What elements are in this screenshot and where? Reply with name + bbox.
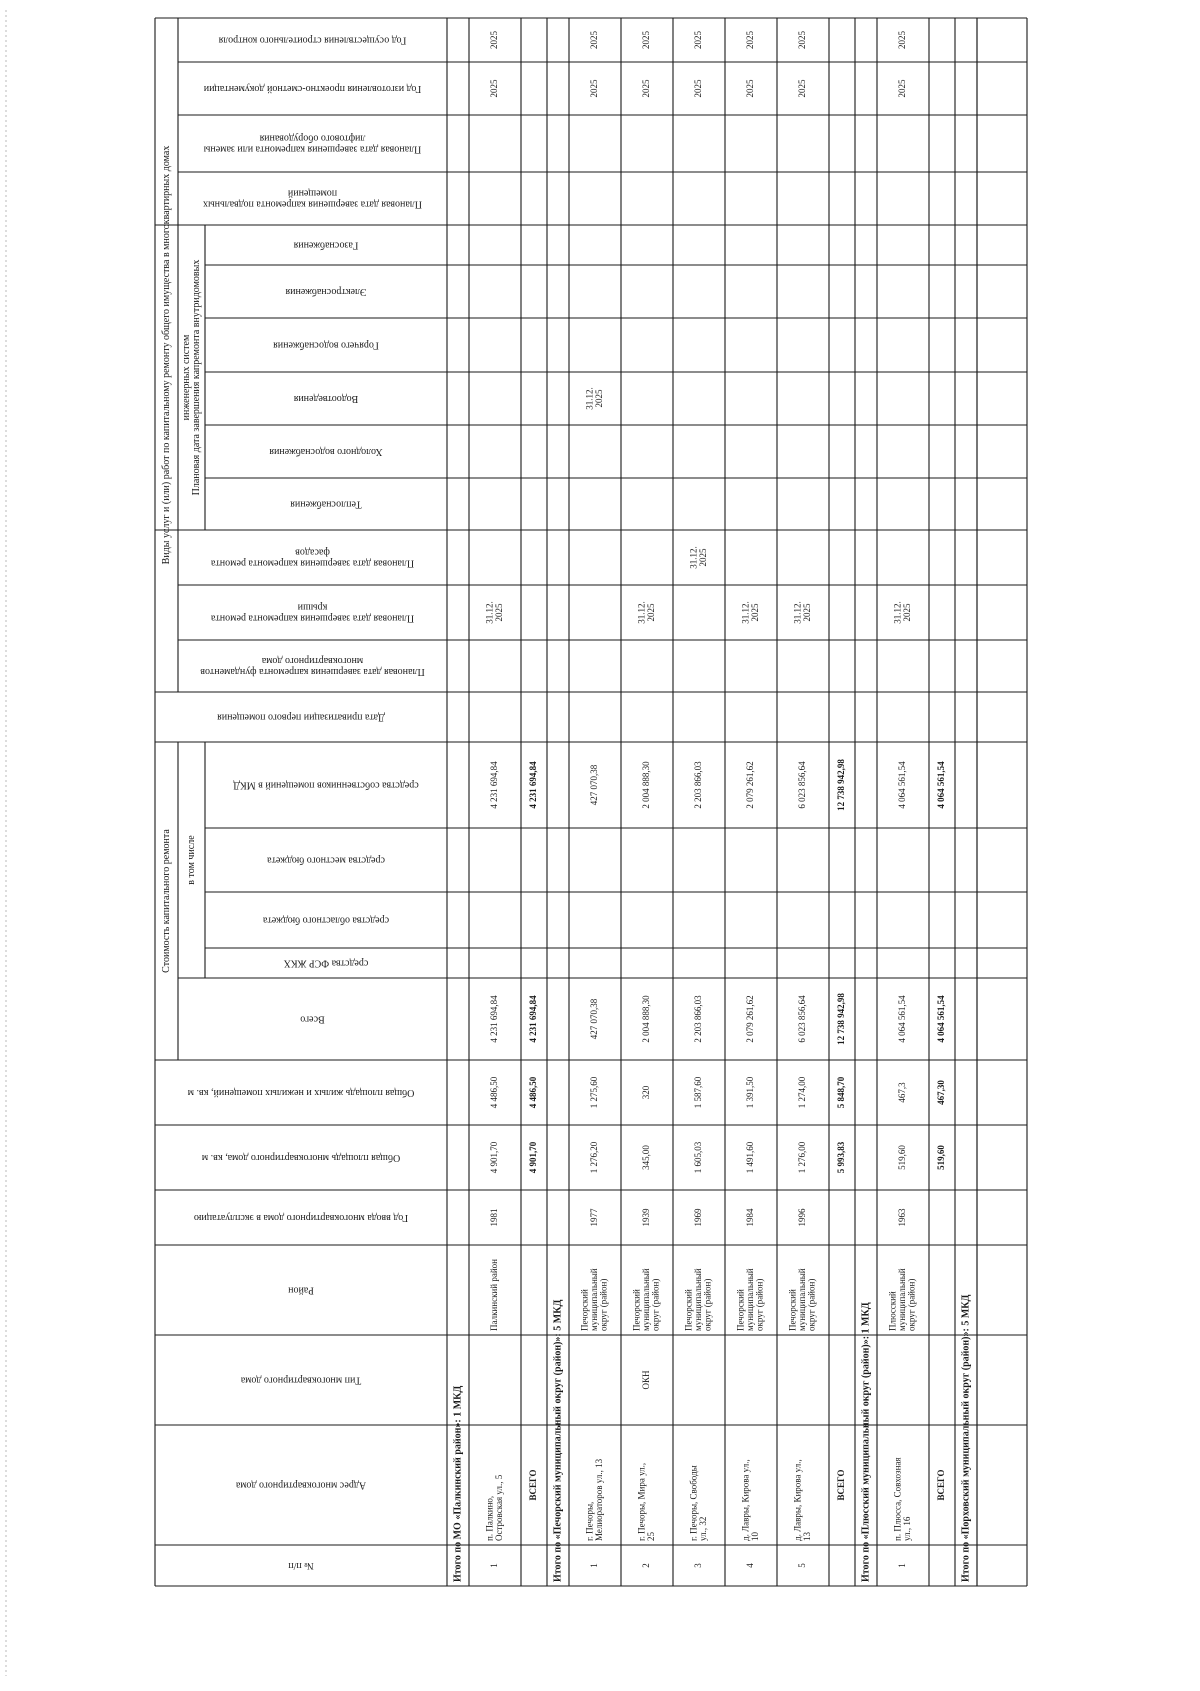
- svg-text:2025: 2025: [641, 31, 652, 49]
- row-1-4-total: [797, 995, 807, 1043]
- row-1-4-control: [797, 31, 807, 50]
- row-1-4-district: [788, 1268, 817, 1331]
- svg-text:п. Плюсса, Совхозная: п. Плюсса, Совхозная: [892, 1457, 903, 1541]
- group-header-works_group: [161, 146, 172, 565]
- summary-2-area: [936, 1145, 946, 1170]
- summary-2-label: [936, 1469, 946, 1500]
- svg-text:Виды услуг и (или) работ по ка: Виды услуг и (или) работ по капитальному ремонту общего имущества в многоквартирных домах: [160, 145, 172, 565]
- row-1-4-area: [797, 1141, 807, 1173]
- svg-text:в том числе: в том числе: [185, 835, 197, 885]
- svg-text:2025: 2025: [589, 79, 600, 98]
- svg-text:5 848,70: 5 848,70: [836, 1076, 847, 1109]
- row-1-0-living: [589, 1076, 599, 1108]
- row-1-2-total: [693, 995, 703, 1043]
- header-basement: [203, 188, 422, 210]
- header-psd: [203, 83, 421, 94]
- svg-text:2 004 888,30: 2 004 888,30: [641, 995, 652, 1043]
- svg-text:Год осуществления строительног: Год осуществления строительного контроля: [218, 34, 407, 46]
- svg-text:г. Печоры,: г. Печоры,: [584, 1501, 595, 1541]
- row-1-0-psd: [589, 79, 599, 98]
- svg-text:2 203 866,03: 2 203 866,03: [693, 761, 704, 809]
- row-1-1-owners: [641, 761, 651, 809]
- group-header-cost_incl: [186, 835, 197, 885]
- svg-text:Год изготовления проектно-смет: Год изготовления проектно-сметной документации: [203, 83, 422, 95]
- header-address: [235, 1480, 366, 1491]
- header-roof: [210, 602, 414, 624]
- svg-text:12 738 942,98: 12 738 942,98: [836, 993, 847, 1045]
- svg-text:6 023 856,64: 6 023 856,64: [797, 761, 808, 809]
- header-electro: [285, 286, 366, 297]
- svg-text:467,30: 467,30: [936, 1080, 947, 1105]
- header-gas: [293, 240, 358, 251]
- svg-text:2025: 2025: [489, 31, 500, 49]
- row-1-4-year: [797, 1208, 807, 1227]
- svg-text:Печорский: Печорский: [683, 1289, 694, 1331]
- svg-text:Общая площадь жилых и нежилых: Общая площадь жилых и нежилых помещений, кв. м: [187, 1087, 415, 1099]
- row-2-0-no: [897, 1563, 907, 1568]
- svg-text:4 486,50: 4 486,50: [528, 1076, 539, 1109]
- svg-text:345,00: 345,00: [641, 1145, 652, 1170]
- svg-text:муниципальный: муниципальный: [797, 1268, 808, 1331]
- svg-text:31.12.: 31.12.: [484, 601, 495, 624]
- row-1-3-district: [736, 1268, 765, 1331]
- svg-text:2025: 2025: [589, 31, 600, 49]
- row-0-0-total: [489, 995, 499, 1043]
- svg-text:муниципальный: муниципальный: [745, 1268, 756, 1331]
- svg-text:муниципальный: муниципальный: [897, 1268, 908, 1331]
- svg-text:31.12.: 31.12.: [792, 601, 803, 624]
- svg-text:Плановая дата завершения капре: Плановая дата завершения капремонта ремонта: [210, 612, 415, 624]
- row-1-4-living: [797, 1076, 807, 1108]
- row-1-3-year: [745, 1208, 755, 1227]
- svg-text:1: 1: [489, 1563, 500, 1568]
- svg-text:Стоимость капитального ремонта: Стоимость капитального ремонта: [160, 829, 172, 973]
- row-2-0-owners: [897, 761, 907, 809]
- row-1-2-owners: [693, 761, 703, 809]
- row-0-0-area: [489, 1141, 499, 1173]
- svg-text:1 391,50: 1 391,50: [745, 1076, 756, 1109]
- svg-text:г. Печоры, Мира ул.,: г. Печоры, Мира ул.,: [636, 1462, 647, 1541]
- svg-text:4 231 694,84: 4 231 694,84: [489, 761, 500, 809]
- row-1-2-year: [693, 1208, 703, 1227]
- row-0-0-control: [489, 31, 499, 50]
- row-1-2-psd: [693, 79, 703, 98]
- svg-text:Водоотведения: Водоотведения: [293, 393, 359, 405]
- svg-text:Плановая дата завершения капре: Плановая дата завершения капремонта фундаментов: [200, 666, 425, 678]
- svg-text:2025: 2025: [693, 79, 704, 98]
- svg-text:2025: 2025: [901, 603, 912, 622]
- svg-text:2025: 2025: [801, 603, 812, 622]
- row-1-0-year: [589, 1208, 599, 1227]
- svg-text:муниципальный: муниципальный: [589, 1268, 600, 1331]
- row-0-0-district: [489, 1259, 499, 1331]
- svg-text:помещений: помещений: [287, 187, 338, 199]
- row-1-3-roof: [740, 601, 760, 624]
- svg-text:Район: Район: [288, 1284, 314, 1296]
- svg-text:4 901,70: 4 901,70: [528, 1141, 539, 1174]
- svg-text:ОКН: ОКН: [641, 1370, 652, 1390]
- summary-1-living: [836, 1076, 846, 1108]
- svg-text:Мелиораторов ул., 13: Мелиораторов ул., 13: [593, 1458, 604, 1541]
- row-1-3-owners: [745, 761, 755, 808]
- svg-text:Островская ул., 5: Островская ул., 5: [493, 1474, 504, 1541]
- svg-text:1 274,00: 1 274,00: [797, 1076, 808, 1109]
- row-0-0-living: [489, 1076, 499, 1108]
- svg-text:10: 10: [749, 1532, 760, 1541]
- row-2-0-living: [897, 1082, 907, 1103]
- svg-text:Печорский: Печорский: [579, 1289, 590, 1331]
- row-1-1-district: [632, 1268, 661, 1331]
- row-1-2-control: [693, 31, 703, 50]
- svg-text:ВСЕГО: ВСЕГО: [836, 1469, 847, 1501]
- row-2-0-psd: [897, 79, 907, 98]
- svg-text:округ (район): округ (район): [650, 1278, 661, 1331]
- summary-2-total: [936, 995, 946, 1043]
- header-hot: [273, 340, 379, 351]
- summary-0-total: [528, 995, 538, 1043]
- row-1-0-total: [589, 998, 599, 1039]
- svg-text:4 064 561,54: 4 064 561,54: [897, 761, 908, 809]
- svg-text:2025: 2025: [697, 548, 708, 567]
- svg-text:округ (район): округ (район): [702, 1278, 713, 1331]
- svg-text:2 004 888,30: 2 004 888,30: [641, 761, 652, 809]
- svg-text:Плюсский: Плюсский: [887, 1291, 898, 1331]
- header-foundation: [200, 655, 425, 677]
- svg-text:320: 320: [641, 1085, 652, 1100]
- svg-text:ул., 32: ул., 32: [697, 1516, 708, 1541]
- svg-text:519,60: 519,60: [897, 1145, 908, 1170]
- row-1-3-control: [745, 31, 755, 50]
- svg-text:д. Лавры, Кирова ул.,: д. Лавры, Кирова ул.,: [740, 1459, 751, 1541]
- section-title: Итого по «Порховский муниципальный округ (район)»: 5 МКД: [960, 1294, 972, 1582]
- group-header-cost_group: [161, 829, 172, 973]
- row-2-0-area: [897, 1145, 907, 1170]
- group-header-systems_group: [181, 260, 202, 496]
- row-1-4-psd: [797, 79, 807, 98]
- header-year: [193, 1212, 408, 1223]
- row-2-0-address: [892, 1457, 912, 1541]
- header-area: [201, 1152, 400, 1163]
- svg-text:Палкинский район: Палкинский район: [489, 1259, 500, 1331]
- row-1-2-area: [693, 1141, 703, 1173]
- svg-text:средства местного бюджета: средства местного бюджета: [267, 854, 385, 866]
- svg-text:средства областного бюджета: средства областного бюджета: [262, 914, 390, 926]
- svg-text:2: 2: [641, 1563, 652, 1568]
- svg-text:2025: 2025: [897, 31, 908, 49]
- svg-text:2025: 2025: [797, 79, 808, 98]
- row-0-0-owners: [489, 761, 499, 809]
- row-0-0-roof: [484, 601, 504, 624]
- row-2-0-total: [897, 995, 907, 1043]
- svg-text:1984: 1984: [745, 1208, 756, 1227]
- summary-2-owners: [936, 761, 946, 809]
- summary-0-living: [528, 1076, 538, 1108]
- svg-text:25: 25: [645, 1532, 656, 1541]
- header-local: [266, 855, 385, 866]
- section-title: Итого по «Печорский муниципальный округ (район)»: 5 МКД: [552, 1299, 564, 1582]
- row-1-2-district: [684, 1268, 713, 1331]
- svg-text:31.12.: 31.12.: [892, 601, 903, 624]
- svg-text:31.12.: 31.12.: [636, 601, 647, 624]
- svg-text:4 231 694,84: 4 231 694,84: [528, 761, 539, 809]
- row-1-1-year: [641, 1208, 651, 1227]
- svg-text:округ (район): округ (район): [754, 1278, 765, 1331]
- row-1-1-living: [641, 1085, 651, 1099]
- svg-text:427 070,38: 427 070,38: [589, 998, 600, 1040]
- svg-text:427 070,38: 427 070,38: [589, 764, 600, 806]
- row-1-4-no: [797, 1563, 807, 1568]
- row-1-1-total: [641, 995, 651, 1043]
- header-fsr: [283, 958, 368, 969]
- svg-text:Плановая дата завершения капре: Плановая дата завершения капремонта внутридомовых: [190, 259, 202, 496]
- svg-text:средства ФСР ЖКХ: средства ФСР ЖКХ: [283, 957, 369, 969]
- section-title: Итого по МО «Палкинский район»: 1 МКД: [452, 1385, 464, 1582]
- svg-text:1 491,60: 1 491,60: [745, 1141, 756, 1174]
- row-0-0-address: [484, 1474, 504, 1541]
- row-1-1-address: [636, 1463, 656, 1541]
- svg-text:Печорский: Печорский: [631, 1289, 642, 1331]
- header-privat: [217, 712, 385, 723]
- svg-text:5 993,83: 5 993,83: [836, 1141, 847, 1174]
- svg-text:муниципальный: муниципальный: [641, 1268, 652, 1331]
- svg-text:ВСЕГО: ВСЕГО: [528, 1469, 539, 1501]
- row-1-3-living: [745, 1076, 755, 1108]
- svg-text:Газоснабжения: Газоснабжения: [293, 239, 359, 251]
- row-1-3-total: [745, 995, 755, 1042]
- svg-text:1: 1: [897, 1563, 908, 1568]
- svg-text:6 023 856,64: 6 023 856,64: [797, 995, 808, 1043]
- summary-0-label: [528, 1469, 538, 1500]
- row-1-4-address: [792, 1459, 812, 1541]
- row-1-0-address: [584, 1458, 604, 1541]
- header-cold: [269, 446, 383, 457]
- header-type: [240, 1375, 361, 1386]
- svg-text:Холодного водоснабжения: Холодного водоснабжения: [269, 446, 383, 458]
- svg-text:31.12.: 31.12.: [688, 546, 699, 569]
- row-1-1-psd: [641, 79, 651, 98]
- svg-text:крыши: крыши: [297, 601, 328, 613]
- header-total: [300, 1014, 325, 1025]
- svg-text:5: 5: [797, 1563, 808, 1568]
- row-0-0-psd: [489, 79, 499, 98]
- summary-0-area: [528, 1141, 538, 1173]
- svg-text:4 486,50: 4 486,50: [489, 1076, 500, 1109]
- row-1-2-facade: [688, 546, 708, 569]
- header-district: [288, 1285, 314, 1296]
- row-1-3-area: [745, 1141, 755, 1173]
- svg-text:муниципальный: муниципальный: [693, 1268, 704, 1331]
- svg-text:1977: 1977: [589, 1208, 600, 1227]
- header-control: [218, 35, 406, 46]
- row-1-1-area: [641, 1145, 651, 1170]
- header-facade: [210, 547, 414, 569]
- svg-text:1 275,60: 1 275,60: [589, 1076, 600, 1109]
- row-1-1-no: [641, 1563, 651, 1568]
- summary-0-owners: [528, 761, 538, 809]
- svg-text:1963: 1963: [897, 1208, 908, 1227]
- svg-text:4 231 694,84: 4 231 694,84: [528, 995, 539, 1043]
- row-1-0-area: [589, 1141, 599, 1173]
- svg-text:Печорский: Печорский: [735, 1289, 746, 1331]
- svg-text:фасадов: фасадов: [295, 546, 330, 558]
- row-1-0-district: [580, 1268, 609, 1331]
- svg-text:2025: 2025: [641, 79, 652, 98]
- svg-text:Электроснабжения: Электроснабжения: [285, 286, 367, 298]
- row-2-0-year: [897, 1208, 907, 1227]
- row-1-0-control: [589, 31, 599, 50]
- summary-1-area: [836, 1141, 846, 1173]
- svg-text:4 901,70: 4 901,70: [489, 1141, 500, 1174]
- row-1-4-owners: [797, 761, 807, 809]
- svg-text:2025: 2025: [745, 79, 756, 98]
- svg-text:лифтового оборудования: лифтового оборудования: [259, 132, 366, 144]
- row-1-4-roof: [792, 601, 812, 624]
- svg-text:31.12.: 31.12.: [584, 387, 595, 410]
- svg-text:2025: 2025: [745, 31, 756, 49]
- header-heat: [290, 499, 362, 510]
- svg-text:2025: 2025: [693, 31, 704, 49]
- header-owners: [233, 780, 419, 791]
- row-2-0-district: [888, 1268, 917, 1331]
- svg-text:округ (район): округ (район): [906, 1278, 917, 1331]
- svg-text:Всего: Всего: [300, 1013, 325, 1025]
- section-title: Итого по «Плюсский муниципальный округ (район)»: 1 МКД: [860, 1302, 872, 1582]
- svg-text:п. Палкино,: п. Палкино,: [484, 1495, 495, 1541]
- svg-text:4 064 561,54: 4 064 561,54: [897, 995, 908, 1043]
- svg-text:2 203 866,03: 2 203 866,03: [693, 995, 704, 1043]
- row-1-2-address: [688, 1465, 708, 1541]
- svg-text:многоквартирного дома: многоквартирного дома: [261, 655, 364, 667]
- svg-text:Тип многоквартирного дома: Тип многоквартирного дома: [240, 1374, 362, 1386]
- row-0-0-year: [489, 1209, 499, 1227]
- svg-text:1939: 1939: [641, 1208, 652, 1227]
- svg-text:Горячего водоснабжения: Горячего водоснабжения: [273, 339, 379, 351]
- svg-text:13: 13: [801, 1532, 812, 1541]
- row-1-3-address: [740, 1459, 760, 1541]
- svg-text:4 064 561,54: 4 064 561,54: [936, 995, 947, 1043]
- svg-text:1: 1: [589, 1563, 600, 1568]
- svg-text:округ (район): округ (район): [598, 1278, 609, 1331]
- row-2-0-control: [897, 31, 907, 50]
- svg-text:1969: 1969: [693, 1208, 704, 1227]
- row-1-1-control: [641, 31, 651, 50]
- svg-text:2 079 261,62: 2 079 261,62: [745, 761, 756, 809]
- row-1-3-psd: [745, 79, 755, 98]
- svg-text:Плановая дата завершения капре: Плановая дата завершения капремонта или замены: [203, 143, 422, 155]
- svg-text:2025: 2025: [797, 31, 808, 49]
- svg-text:Год ввода многоквартирного дом: Год ввода многоквартирного дома в эксплуатацию: [193, 1212, 409, 1224]
- header-region: [262, 915, 389, 926]
- svg-text:Плановая дата завершения капре: Плановая дата завершения капремонта ремонта: [210, 557, 415, 569]
- svg-text:1 587,60: 1 587,60: [693, 1076, 704, 1109]
- svg-text:2 079 261,62: 2 079 261,62: [745, 995, 756, 1043]
- row-1-0-sewer: [584, 387, 604, 410]
- svg-text:Адрес многоквартирного дома: Адрес многоквартирного дома: [235, 1479, 367, 1491]
- svg-text:Плановая дата завершения капре: Плановая дата завершения капремонта подвальных: [202, 198, 423, 210]
- header-sewer: [293, 393, 358, 404]
- row-1-3-no: [745, 1563, 755, 1568]
- svg-text:округ (район): округ (район): [806, 1278, 817, 1331]
- svg-text:2025: 2025: [749, 603, 760, 622]
- svg-text:ВСЕГО: ВСЕГО: [936, 1469, 947, 1501]
- svg-text:Дата приватизации первого поме: Дата приватизации первого помещения: [217, 711, 385, 723]
- svg-text:ул., 16: ул., 16: [901, 1516, 912, 1541]
- summary-1-total: [836, 993, 846, 1045]
- svg-text:2025: 2025: [645, 603, 656, 622]
- svg-text:12 738 942,98: 12 738 942,98: [836, 759, 847, 811]
- svg-text:1 605,03: 1 605,03: [693, 1141, 704, 1174]
- header-living: [187, 1087, 414, 1098]
- svg-text:467,3: 467,3: [897, 1082, 908, 1103]
- summary-1-label: [836, 1469, 846, 1500]
- svg-text:2025: 2025: [493, 603, 504, 622]
- summary-2-living: [936, 1080, 946, 1105]
- row-0-0-no: [489, 1563, 499, 1568]
- svg-text:Теплоснабжения: Теплоснабжения: [290, 498, 362, 510]
- row-1-2-living: [693, 1076, 703, 1108]
- row-1-1-type: [641, 1370, 651, 1390]
- svg-text:д. Лавры, Кирова ул.,: д. Лавры, Кирова ул.,: [792, 1459, 803, 1541]
- svg-text:инженерных систем: инженерных систем: [180, 334, 192, 421]
- svg-text:средства собственников помещен: средства собственников помещений в МКД: [233, 779, 419, 791]
- svg-text:2025: 2025: [593, 389, 604, 408]
- svg-text:2025: 2025: [897, 79, 908, 98]
- row-1-2-no: [693, 1563, 703, 1568]
- svg-text:1996: 1996: [797, 1208, 808, 1227]
- row-1-0-no: [589, 1563, 599, 1568]
- svg-text:1 276,20: 1 276,20: [589, 1141, 600, 1174]
- svg-text:Печорский: Печорский: [787, 1289, 798, 1331]
- row-1-0-owners: [589, 764, 599, 805]
- header-lift: [203, 133, 421, 155]
- header-no: [288, 1560, 314, 1571]
- summary-1-owners: [836, 759, 846, 811]
- row-1-1-roof: [636, 601, 656, 624]
- svg-text:Общая площадь многоквартирного: Общая площадь многоквартирного дома, кв. м: [201, 1152, 401, 1164]
- svg-text:519,60: 519,60: [936, 1145, 947, 1170]
- svg-text:1 276,00: 1 276,00: [797, 1141, 808, 1174]
- svg-text:4: 4: [745, 1563, 756, 1568]
- svg-text:3: 3: [693, 1563, 704, 1568]
- svg-text:№ п/п: № п/п: [288, 1560, 314, 1572]
- svg-text:4 064 561,54: 4 064 561,54: [936, 761, 947, 809]
- svg-text:2025: 2025: [489, 79, 500, 98]
- svg-text:1981: 1981: [489, 1208, 500, 1227]
- row-2-0-roof: [892, 601, 912, 624]
- svg-text:4 231 694,84: 4 231 694,84: [489, 995, 500, 1043]
- svg-text:г. Печоры, Свободы: г. Печоры, Свободы: [688, 1465, 699, 1541]
- svg-text:31.12.: 31.12.: [740, 601, 751, 624]
